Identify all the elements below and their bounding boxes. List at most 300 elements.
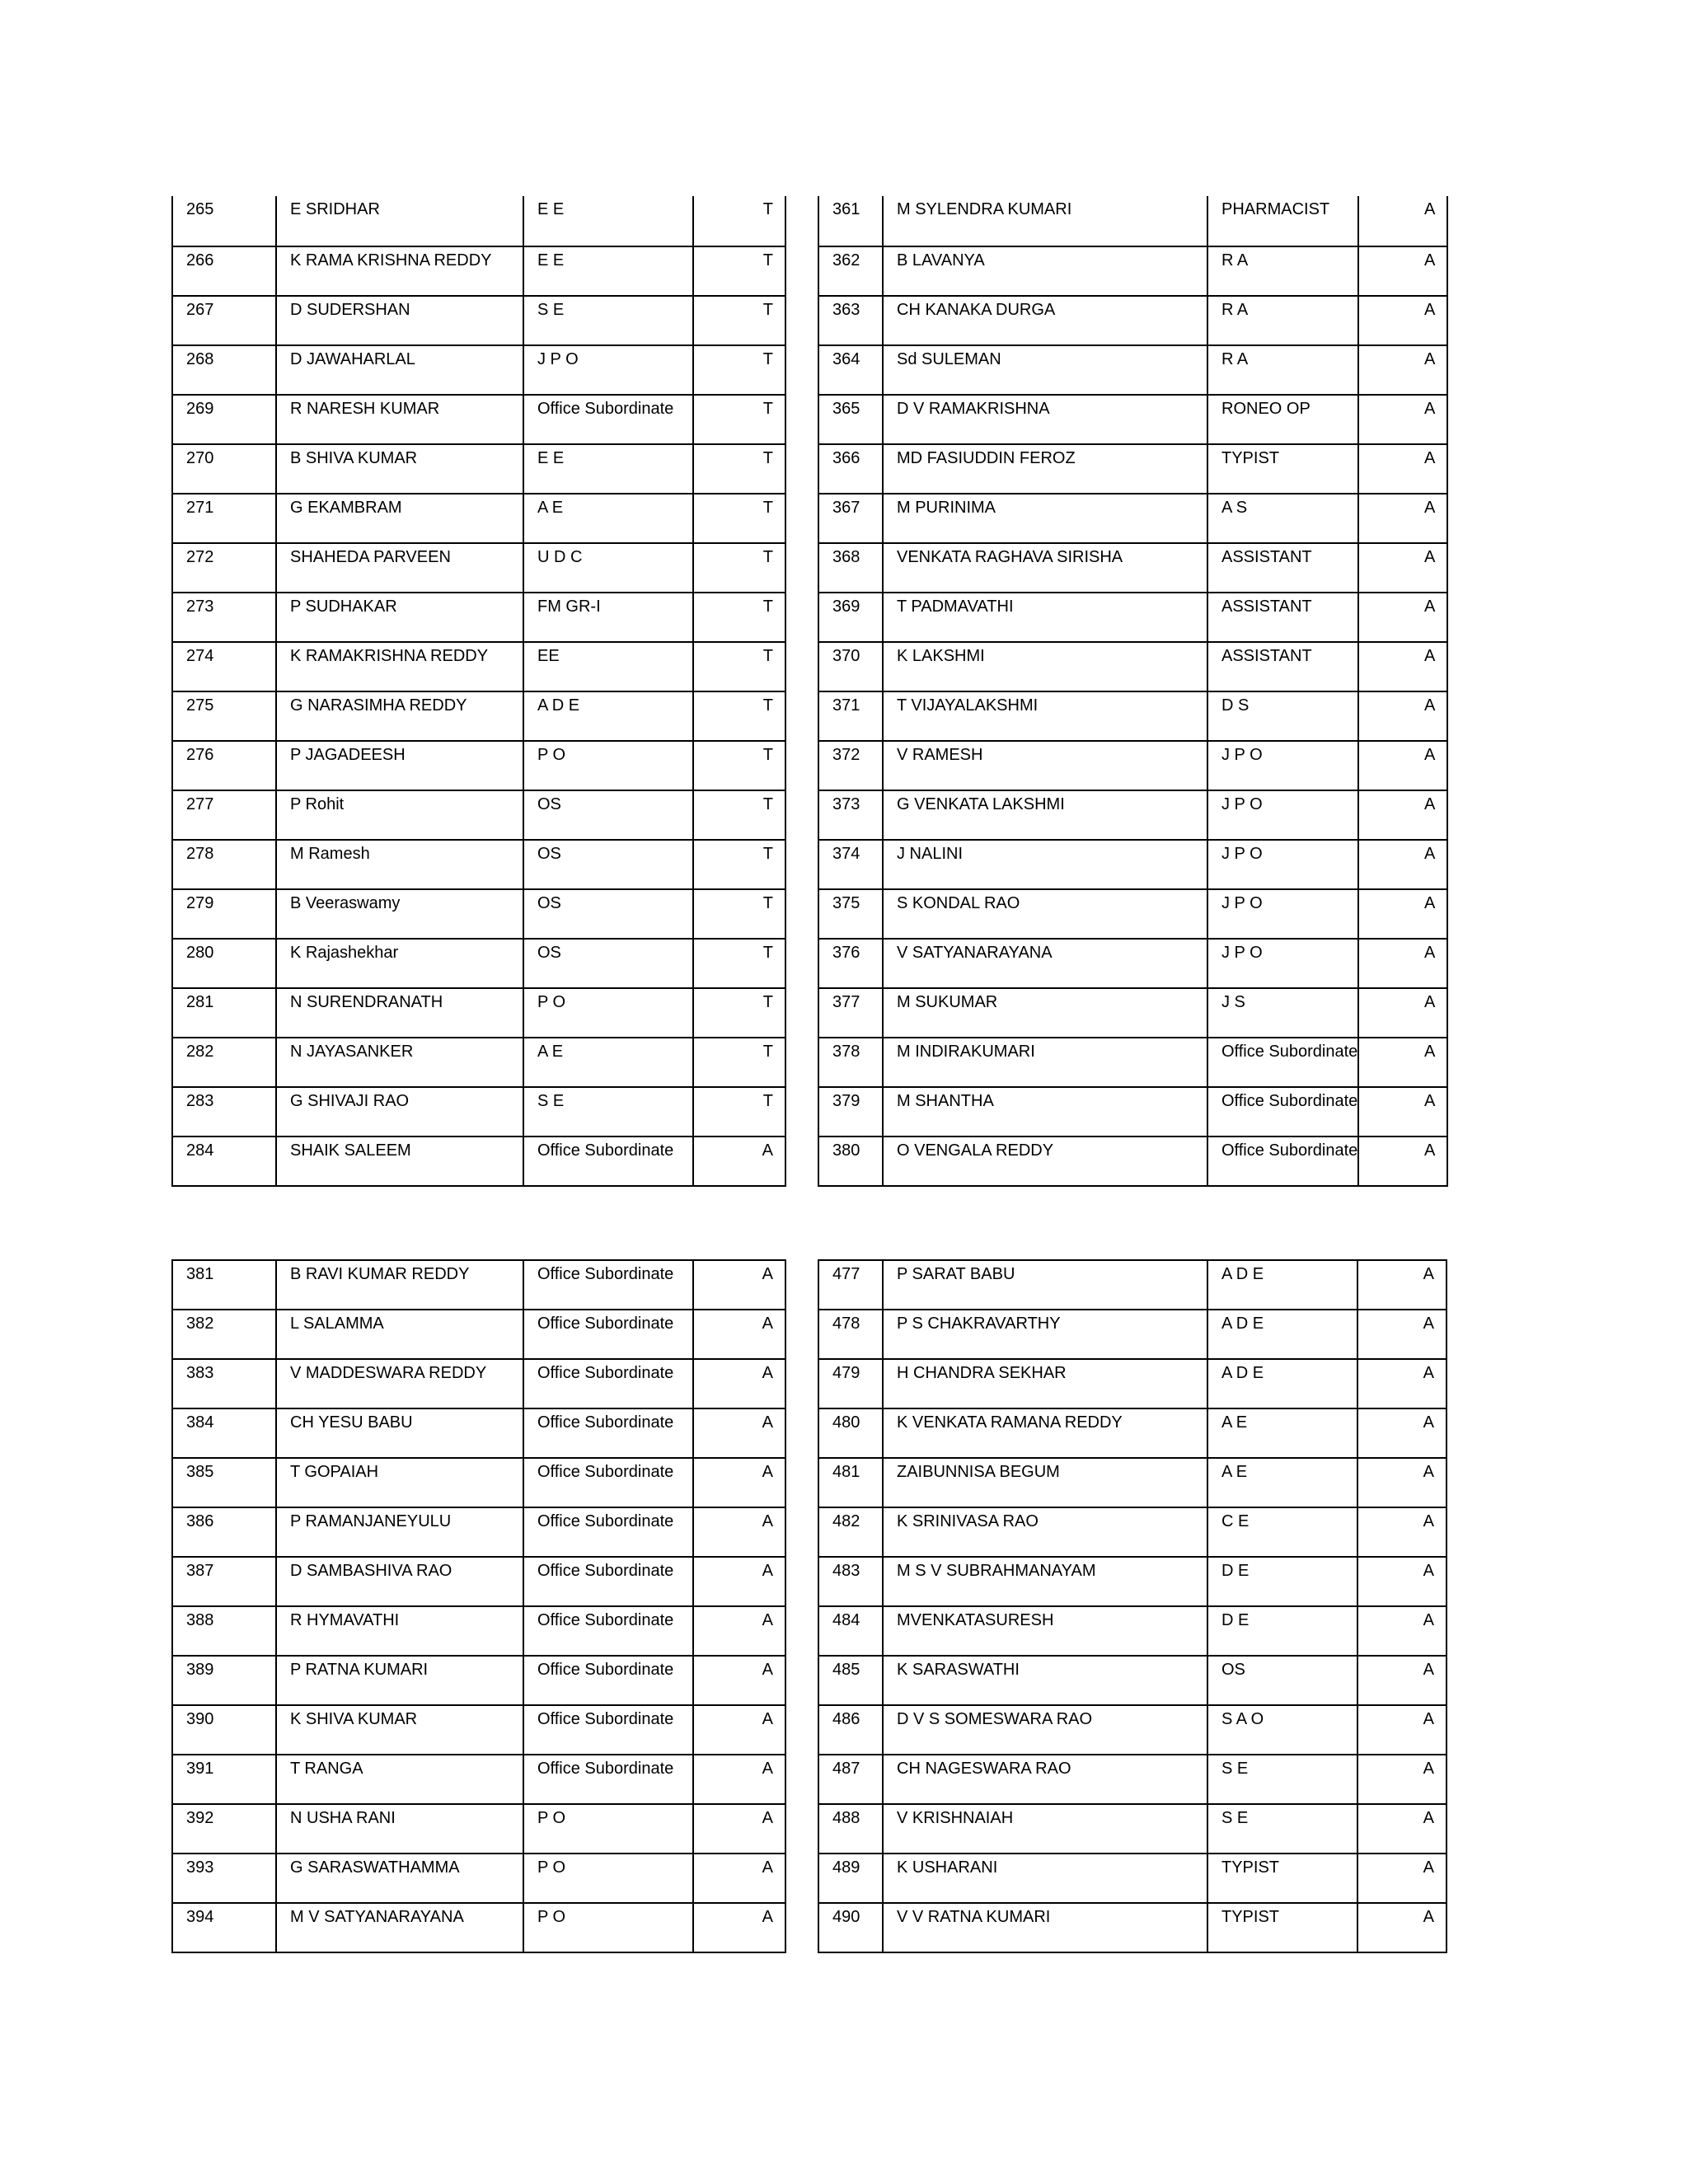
employee-name-text: M SHANTHA [897, 1092, 994, 1109]
employee-name-cell [883, 691, 1207, 741]
employee-name-text: M V SATYANARAYANA [290, 1908, 464, 1925]
designation-text: Office Subordinate [537, 1413, 674, 1431]
employee-name-text: L SALAMMA [290, 1315, 384, 1332]
serial-number-text: 364 [832, 350, 860, 368]
designation-cell [523, 1260, 693, 1310]
serial-number-text: 273 [186, 598, 214, 615]
designation-cell [523, 840, 693, 889]
employee-name-text: M SUKUMAR [897, 993, 998, 1010]
employee-name-text: P RAMANJANEYULU [290, 1512, 452, 1530]
employee-name-cell [883, 1557, 1207, 1606]
serial-number-cell [172, 1656, 276, 1705]
table-row [818, 1137, 1447, 1186]
status-text: A [1423, 1908, 1434, 1925]
designation-text: Office Subordinate [537, 1141, 674, 1159]
serial-number-cell [818, 1656, 883, 1705]
designation-cell [523, 444, 693, 494]
status-cell [693, 691, 785, 741]
status-text: A [1423, 944, 1436, 961]
status-cell [693, 246, 785, 296]
designation-text: J S [1221, 993, 1245, 1010]
table-row [172, 593, 785, 642]
status-cell [693, 395, 785, 444]
designation-text: J P O [1221, 795, 1263, 813]
serial-number-cell [818, 691, 883, 741]
designation-text: C E [1221, 1512, 1250, 1530]
designation-cell [523, 1310, 693, 1359]
designation-cell [1207, 494, 1358, 543]
designation-text: E E [537, 251, 565, 269]
serial-number-cell [818, 1038, 883, 1087]
designation-cell [523, 1359, 693, 1408]
serial-number-cell [172, 1755, 276, 1804]
status-text: A [1423, 1562, 1434, 1579]
designation-cell [1207, 988, 1358, 1038]
status-text: A [1423, 1512, 1434, 1530]
table-row [818, 1903, 1447, 1952]
status-cell [1358, 741, 1447, 790]
serial-number-cell [818, 1087, 883, 1137]
employee-name-cell [276, 691, 523, 741]
designation-cell [523, 1038, 693, 1087]
employee-name-cell [883, 889, 1207, 939]
employee-name-cell [276, 840, 523, 889]
table-row [818, 988, 1447, 1038]
serial-number-text: 374 [832, 845, 860, 862]
employee-name-cell [276, 889, 523, 939]
serial-number-text: 388 [186, 1611, 214, 1629]
serial-number-cell [172, 1557, 276, 1606]
serial-number-cell [172, 1903, 276, 1952]
designation-cell [523, 1458, 693, 1507]
serial-number-text: 488 [832, 1809, 860, 1826]
designation-cell [1207, 642, 1358, 691]
serial-number-cell [818, 593, 883, 642]
employee-name-text: K SHIVA KUMAR [290, 1710, 418, 1727]
designation-cell [1207, 1359, 1357, 1408]
serial-number-cell [818, 889, 883, 939]
serial-number-cell [818, 939, 883, 988]
serial-number-text: 483 [832, 1562, 860, 1579]
serial-number-text: 268 [186, 350, 214, 368]
designation-text: FM GR-I [537, 598, 601, 615]
table-row [818, 1408, 1447, 1458]
serial-number-cell [818, 196, 883, 246]
designation-cell [1207, 741, 1358, 790]
status-cell [1358, 543, 1447, 593]
employee-name-text: MVENKATASURESH [897, 1611, 1054, 1629]
table-row [818, 1854, 1447, 1903]
status-cell [693, 1038, 785, 1087]
designation-cell [1207, 1854, 1357, 1903]
employee-name-text: T VIJAYALAKSHMI [897, 696, 1039, 714]
status-text: A [1423, 1092, 1436, 1109]
designation-text: OS [537, 944, 561, 961]
serial-number-cell [818, 642, 883, 691]
employee-name-cell [276, 345, 523, 395]
table-row [818, 1804, 1447, 1854]
status-cell [693, 494, 785, 543]
designation-cell [523, 1507, 693, 1557]
designation-text: Office Subordinate [1221, 1141, 1358, 1159]
status-text: A [1423, 1661, 1434, 1678]
serial-number-text: 384 [186, 1413, 214, 1431]
status-text: T [762, 350, 773, 368]
employee-name-cell [276, 1260, 523, 1310]
status-text: A [1423, 1611, 1434, 1629]
table-row [818, 1705, 1447, 1755]
employee-name-text: K RAMAKRISHNA REDDY [290, 647, 489, 664]
status-text: A [1423, 200, 1436, 218]
status-cell [693, 1705, 785, 1755]
employee-name-text: V MADDESWARA REDDY [290, 1364, 487, 1381]
designation-text: Office Subordinate [537, 1364, 674, 1381]
table-row [172, 1557, 785, 1606]
employee-name-cell [276, 1755, 523, 1804]
status-cell [693, 1087, 785, 1137]
employee-name-cell [276, 1705, 523, 1755]
status-text: A [1423, 1413, 1434, 1431]
employee-name-text: M INDIRAKUMARI [897, 1043, 1035, 1060]
serial-number-text: 487 [832, 1760, 860, 1777]
status-text: T [762, 251, 773, 269]
serial-number-text: 369 [832, 598, 860, 615]
employee-name-cell [883, 1804, 1207, 1854]
designation-text: R A [1221, 251, 1249, 269]
table-row [818, 1606, 1447, 1656]
status-text: A [762, 1265, 773, 1282]
table-row [172, 1260, 785, 1310]
serial-number-cell [172, 196, 276, 246]
status-cell [693, 593, 785, 642]
designation-text: P O [537, 746, 566, 763]
status-cell [693, 296, 785, 345]
designation-text: D E [1221, 1611, 1250, 1629]
serial-number-cell [172, 1854, 276, 1903]
designation-cell [1207, 444, 1358, 494]
designation-text: P O [537, 1908, 566, 1925]
employee-name-cell [276, 1606, 523, 1656]
designation-text: A D E [1221, 1364, 1264, 1381]
designation-text: Office Subordinate [537, 400, 674, 417]
employee-name-text: T RANGA [290, 1760, 363, 1777]
serial-number-text: 486 [832, 1710, 860, 1727]
serial-number-text: 283 [186, 1092, 214, 1109]
table-row [172, 1359, 785, 1408]
designation-cell [523, 691, 693, 741]
serial-number-text: 373 [832, 795, 860, 813]
status-cell [693, 642, 785, 691]
status-cell [1358, 889, 1447, 939]
designation-cell [1207, 296, 1358, 345]
status-text: A [1423, 1315, 1434, 1332]
status-text: A [1423, 499, 1436, 516]
table-row [818, 395, 1447, 444]
status-cell [1358, 246, 1447, 296]
table-top-left [171, 196, 786, 1187]
employee-name-cell [883, 494, 1207, 543]
status-cell [1358, 345, 1447, 395]
employee-name-text: D V RAMAKRISHNA [897, 400, 1050, 417]
serial-number-text: 271 [186, 499, 214, 516]
employee-name-cell [276, 1507, 523, 1557]
serial-number-cell [172, 1359, 276, 1408]
table-row [818, 790, 1447, 840]
status-text: A [1423, 894, 1436, 912]
status-cell [1357, 1755, 1447, 1804]
table-row [172, 494, 785, 543]
status-text: A [762, 1760, 773, 1777]
status-cell [1358, 296, 1447, 345]
serial-number-cell [172, 691, 276, 741]
employee-name-cell [276, 1408, 523, 1458]
status-text: A [1423, 993, 1436, 1010]
serial-number-text: 481 [832, 1463, 860, 1480]
status-text: A [762, 1908, 773, 1925]
designation-cell [523, 1137, 693, 1186]
serial-number-cell [172, 988, 276, 1038]
employee-name-cell [276, 988, 523, 1038]
status-text: A [1423, 1265, 1434, 1282]
table-row [172, 1087, 785, 1137]
designation-text: P O [537, 1809, 566, 1826]
employee-name-text: SHAIK SALEEM [290, 1141, 411, 1159]
status-text: A [1423, 696, 1436, 714]
status-text: A [762, 1858, 773, 1876]
designation-text: A D E [537, 696, 580, 714]
designation-text: Office Subordinate [1221, 1043, 1358, 1060]
designation-cell [523, 939, 693, 988]
employee-name-text: G NARASIMHA REDDY [290, 696, 467, 714]
employee-name-cell [883, 988, 1207, 1038]
designation-cell [1207, 790, 1358, 840]
status-text: A [762, 1413, 773, 1431]
status-text: T [762, 1092, 773, 1109]
serial-number-cell [818, 444, 883, 494]
status-cell [693, 1903, 785, 1952]
designation-cell [523, 1656, 693, 1705]
table-row [172, 1903, 785, 1952]
status-text: A [1423, 301, 1436, 318]
employee-name-text: J NALINI [897, 845, 964, 862]
status-cell [1357, 1260, 1447, 1310]
designation-cell [523, 246, 693, 296]
employee-name-cell [276, 1804, 523, 1854]
designation-text: ASSISTANT [1221, 647, 1312, 664]
status-text: T [762, 200, 773, 218]
serial-number-text: 375 [832, 894, 860, 912]
designation-text: J P O [1221, 746, 1263, 763]
designation-cell [523, 988, 693, 1038]
serial-number-text: 370 [832, 647, 860, 664]
serial-number-cell [818, 296, 883, 345]
designation-text: Office Subordinate [1221, 1092, 1358, 1109]
employee-name-text: E SRIDHAR [290, 200, 380, 218]
designation-cell [1207, 593, 1358, 642]
table-row [172, 840, 785, 889]
designation-cell [1207, 1310, 1357, 1359]
status-text: A [762, 1512, 773, 1530]
status-cell [693, 1656, 785, 1705]
designation-cell [523, 1804, 693, 1854]
designation-text: A E [537, 499, 564, 516]
serial-number-cell [172, 444, 276, 494]
serial-number-text: 361 [832, 200, 860, 218]
designation-cell [523, 543, 693, 593]
serial-number-text: 379 [832, 1092, 860, 1109]
serial-number-cell [818, 1854, 883, 1903]
status-text: T [762, 449, 773, 466]
serial-number-text: 282 [186, 1043, 214, 1060]
serial-number-text: 490 [832, 1908, 860, 1925]
designation-text: S E [537, 1092, 565, 1109]
serial-number-cell [172, 642, 276, 691]
status-cell [1358, 1038, 1447, 1087]
serial-number-cell [818, 1310, 883, 1359]
status-cell [1357, 1705, 1447, 1755]
designation-text: TYPIST [1221, 449, 1280, 466]
serial-number-text: 381 [186, 1265, 214, 1282]
status-cell [1358, 494, 1447, 543]
serial-number-cell [818, 1755, 883, 1804]
designation-text: A S [1221, 499, 1248, 516]
status-cell [1358, 196, 1447, 246]
employee-name-text: V KRISHNAIAH [897, 1809, 1014, 1826]
employee-name-cell [276, 741, 523, 790]
status-text: T [762, 795, 773, 813]
table-row [818, 1755, 1447, 1804]
designation-text: EE [537, 647, 560, 664]
status-text: A [1423, 548, 1436, 565]
table-row [818, 1359, 1447, 1408]
employee-name-text: K RAMA KRISHNA REDDY [290, 251, 492, 269]
designation-cell [523, 741, 693, 790]
designation-cell [1207, 1087, 1358, 1137]
employee-name-text: P S CHAKRAVARTHY [897, 1315, 1061, 1332]
employee-name-text: V SATYANARAYANA [897, 944, 1053, 961]
employee-name-cell [276, 1137, 523, 1186]
table-row [172, 1606, 785, 1656]
employee-name-cell [276, 543, 523, 593]
status-cell [693, 196, 785, 246]
employee-name-text: G EKAMBRAM [290, 499, 402, 516]
serial-number-text: 489 [832, 1858, 860, 1876]
employee-name-cell [883, 1755, 1207, 1804]
serial-number-text: 284 [186, 1141, 214, 1159]
employee-name-cell [883, 1137, 1207, 1186]
serial-number-text: 378 [832, 1043, 860, 1060]
designation-text: TYPIST [1221, 1908, 1280, 1925]
serial-number-text: 389 [186, 1661, 214, 1678]
status-cell [1358, 939, 1447, 988]
employee-name-text: N SURENDRANATH [290, 993, 443, 1010]
status-cell [693, 543, 785, 593]
status-text: T [762, 548, 773, 565]
designation-text: Office Subordinate [537, 1315, 674, 1332]
employee-name-text: B SHIVA KUMAR [290, 449, 418, 466]
designation-text: ASSISTANT [1221, 548, 1312, 565]
serial-number-text: 482 [832, 1512, 860, 1530]
serial-number-cell [172, 1458, 276, 1507]
employee-name-text: G VENKATA LAKSHMI [897, 795, 1065, 813]
status-text: T [762, 944, 773, 961]
serial-number-cell [818, 741, 883, 790]
status-cell [693, 444, 785, 494]
serial-number-cell [172, 840, 276, 889]
designation-text: RONEO OP [1221, 400, 1311, 417]
table-row [172, 1507, 785, 1557]
employee-name-text: VENKATA RAGHAVA SIRISHA [897, 548, 1123, 565]
employee-name-cell [883, 395, 1207, 444]
employee-name-cell [883, 345, 1207, 395]
designation-text: D S [1221, 696, 1250, 714]
employee-name-text: N USHA RANI [290, 1809, 396, 1826]
serial-number-text: 371 [832, 696, 860, 714]
table-row [172, 395, 785, 444]
table-row [172, 790, 785, 840]
serial-number-text: 365 [832, 400, 860, 417]
designation-cell [1207, 543, 1358, 593]
employee-name-text: B Veeraswamy [290, 894, 401, 912]
serial-number-text: 382 [186, 1315, 214, 1332]
employee-name-text: V RAMESH [897, 746, 983, 763]
status-text: A [1423, 1858, 1434, 1876]
employee-name-cell [276, 1359, 523, 1408]
employee-name-cell [883, 1038, 1207, 1087]
designation-text: OS [537, 894, 561, 912]
table-row [818, 1087, 1447, 1137]
table-row [818, 494, 1447, 543]
designation-text: E E [537, 200, 565, 218]
designation-text: OS [1221, 1661, 1245, 1678]
table-row [172, 1854, 785, 1903]
serial-number-cell [818, 395, 883, 444]
employee-name-text: D SUDERSHAN [290, 301, 410, 318]
table-row [172, 296, 785, 345]
employee-name-text: K USHARANI [897, 1858, 998, 1876]
serial-number-cell [172, 790, 276, 840]
serial-number-cell [172, 593, 276, 642]
designation-text: J P O [537, 350, 579, 368]
employee-name-text: S KONDAL RAO [897, 894, 1020, 912]
status-text: A [762, 1562, 773, 1579]
employee-name-text: CH NAGESWARA RAO [897, 1760, 1071, 1777]
table-row [172, 1408, 785, 1458]
designation-text: A E [537, 1043, 564, 1060]
serial-number-cell [172, 296, 276, 345]
table-row [818, 543, 1447, 593]
designation-cell [1207, 1557, 1357, 1606]
status-text: A [762, 1809, 773, 1826]
designation-text: ASSISTANT [1221, 598, 1312, 615]
designation-cell [1207, 1656, 1357, 1705]
serial-number-cell [172, 246, 276, 296]
table-top-right [818, 196, 1448, 1187]
table-row [172, 1310, 785, 1359]
serial-number-cell [172, 741, 276, 790]
employee-name-text: M SYLENDRA KUMARI [897, 200, 1072, 218]
employee-name-text: D SAMBASHIVA RAO [290, 1562, 452, 1579]
table-row [172, 1804, 785, 1854]
serial-number-cell [172, 543, 276, 593]
employee-name-cell [883, 1408, 1207, 1458]
employee-name-text: D V S SOMESWARA RAO [897, 1710, 1093, 1727]
designation-text: Office Subordinate [537, 1710, 674, 1727]
employee-name-text: P SARAT BABU [897, 1265, 1015, 1282]
serial-number-cell [172, 1038, 276, 1087]
serial-number-text: 386 [186, 1512, 214, 1530]
employee-name-text: V V RATNA KUMARI [897, 1908, 1051, 1925]
